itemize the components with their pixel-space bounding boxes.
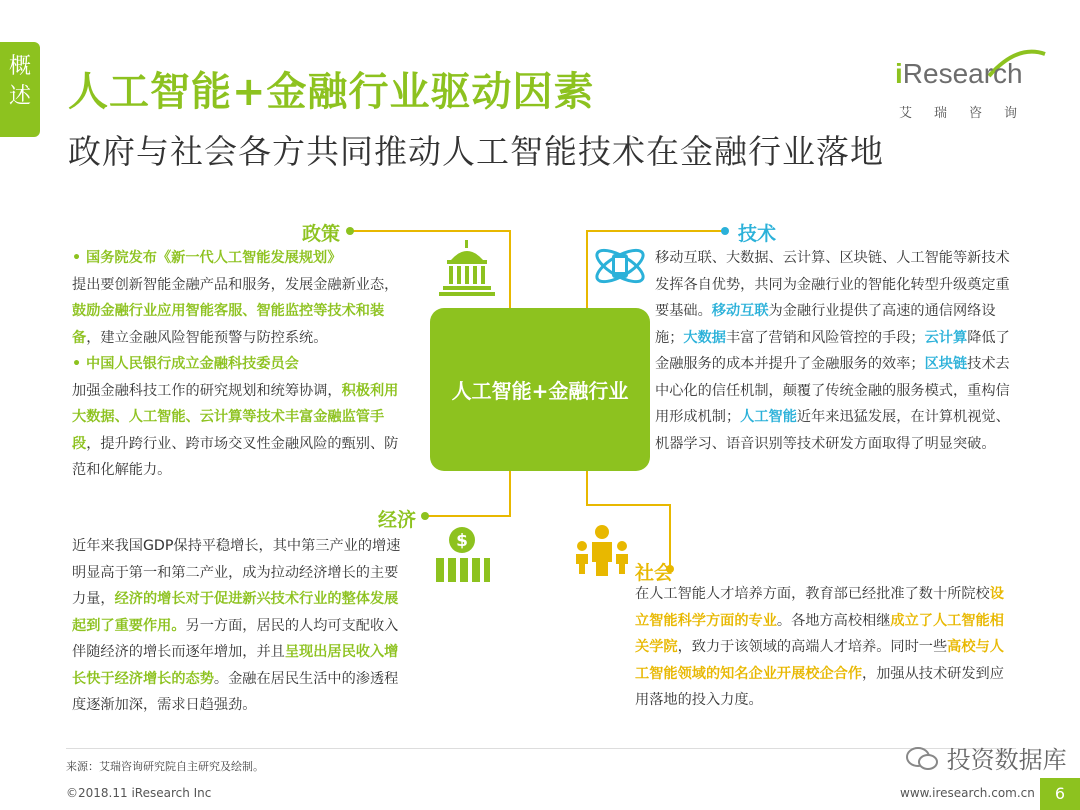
tech-body: 移动互联、大数据、云计算、区块链、人工智能等新技术发挥各自优势，共同为金融行业的智能化转型升级奠定重要基础。移动互联为金融行业提供了高速的通信网络设施；大数据丰富了营销和风险管控的手段；云计算降低了金融服务的成本并提升了金融服务的效率；区块链技术去中心化的信任机制，颠覆了传统金融的服务模式，重构信用形成机制；人工智能近年来迅猛发展，在计算机视觉、机器学习、语音识别等技术研发方面取得了明显突破。 <box>655 250 1010 452</box>
wechat-icon <box>905 746 939 772</box>
tech-title: 技术 <box>738 223 777 245</box>
people-group-icon <box>574 524 630 576</box>
footer-url[interactable]: www.iresearch.com.cn <box>900 786 1035 800</box>
side-tab-char: 概 <box>8 54 31 79</box>
government-building-icon <box>437 238 497 298</box>
footer-copyright: ©2018.11 iResearch Inc <box>66 786 212 800</box>
page-number: 6 <box>1040 778 1080 810</box>
policy-body <box>72 245 408 484</box>
dollar-bar-chart-icon <box>432 526 492 584</box>
logo-wordmark: iResearch <box>895 58 1023 89</box>
wechat-watermark: 投资数据库 <box>905 740 1067 775</box>
page-title: 人工智能+金融行业驱动因素 <box>68 69 595 115</box>
logo-chinese: 艾瑞咨询 <box>899 106 1040 121</box>
atom-phone-icon <box>592 238 648 294</box>
svg-text:$: $ <box>456 531 468 551</box>
center-label-box <box>430 308 650 471</box>
society-body: 在人工智能人才培养方面，教育部已经批准了数十所院校设立智能科学方面的专业。各地方高校相继成立了人工智能相关学院，致力于该领域的高端人才培养。同时一些高校与人工智能领域的知名企业开展校企合作，加强从技术研发到应用落地的投入力度。 <box>635 586 1004 708</box>
society-title: 社会 <box>635 562 674 584</box>
footer-divider <box>66 748 1016 749</box>
policy-title: 政策 <box>302 223 341 245</box>
policy-bullet-2: • 中国人民银行成立金融科技委员会 <box>72 356 299 372</box>
policy-bullet-1: • 国务院发布《新一代人工智能发展规划》 <box>72 250 342 266</box>
page-subtitle: 政府与社会各方共同推动人工智能技术在金融行业落地 <box>68 132 884 171</box>
policy-paragraph-1: 提出要创新智能金融产品和服务，发展金融新业态，鼓励金融行业应用智能客服、智能监控等技术和装备，建立金融风险智能预警与防控系统。 <box>72 276 399 346</box>
footer-source: 来源：艾瑞咨询研究院自主研究及绘制。 <box>66 760 264 773</box>
economy-body: 近年来我国GDP保持平稳增长，其中第三产业的增速明显高于第一和第二产业，成为拉动经济增长的主要力量，经济的增长对于促进新兴技术行业的整体发展起到了重要作用。另一方面，居民的人均可支配收入伴随经济的增长而逐年增加，并且呈现出居民收入增长快于经济增长的态势。金融在居民生活中的渗透程度逐渐加深，需求日趋强劲。 <box>72 538 401 713</box>
economy-title: 经济 <box>378 509 417 531</box>
policy-paragraph-2: 加强金融科技工作的研究规划和统筹协调，积极利用大数据、人工智能、云计算等技术丰富金融监管手段，提升跨行业、跨市场交叉性金融风险的甄别、防范和化解能力。 <box>72 382 399 478</box>
center-label: 人工智能+金融行业 <box>451 379 629 403</box>
side-tab-char: 述 <box>8 84 31 109</box>
